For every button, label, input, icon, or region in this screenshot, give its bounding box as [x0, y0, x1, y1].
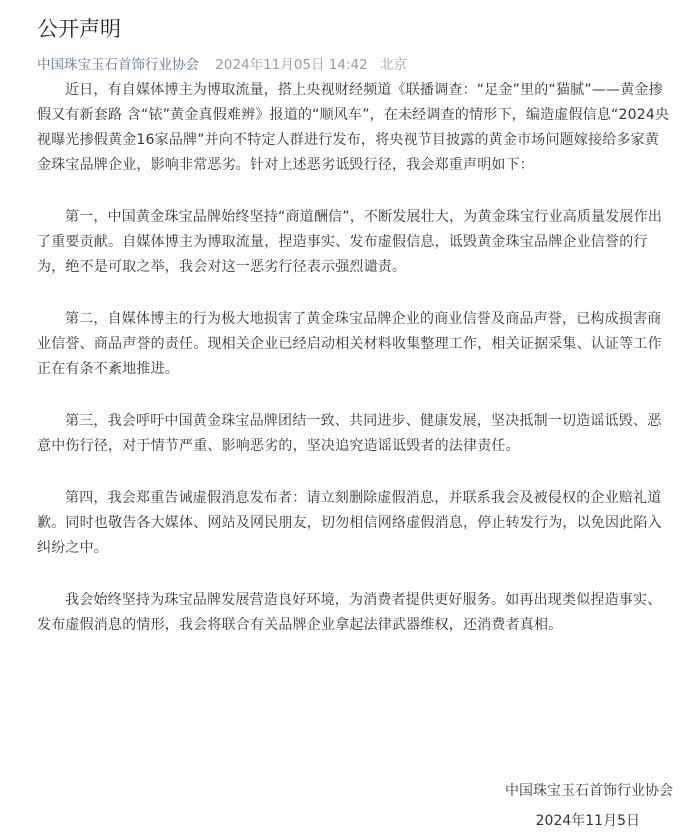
paragraph-third: 第三，我会呼吁中国黄金珠宝品牌团结一致、共同进步、健康发展，坚决抵制一切造谣诋毁、恶意中伤行径，对于情节严重、影响恶劣的，坚决追究造谣诋毁者的法律责任。: [37, 413, 662, 454]
article-body: [37, 78, 673, 665]
author-link[interactable]: 中国珠宝玉石首饰行业协会: [37, 57, 199, 73]
article-title: 公开声明: [37, 17, 121, 41]
article-meta: [37, 56, 407, 74]
signature-date: 2024年11月5日: [535, 813, 640, 829]
paragraph-closing: 我会始终坚持为珠宝品牌发展营造良好环境，为消费者提供更好服务。如再出现类似捏造事实、发布虚假消息的情形，我会将联合有关品牌企业拿起法律武器维权，还消费者真相。: [37, 592, 662, 633]
publish-location: 北京: [380, 57, 408, 73]
paragraph-fourth: 第四，我会郑重告诫虚假消息发布者：请立刻删除虚假消息，并联系我会及被侵权的企业赔礼道歉。同时也敬告各大媒体、网站及网民朋友，切勿相信网络虚假消息，停止转发行为，以免因此陷入纠纷之中。: [37, 490, 662, 556]
paragraph-second: 第二，自媒体博主的行为极大地损害了黄金珠宝品牌企业的商业信誉及商品声誉，已构成损害商业信誉、商品声誉的责任。现相关企业已经启动相关材料收集整理工作，相关证据采集、认证等工作正在有条不紊地推进。: [37, 311, 662, 377]
publish-time: 2024年11月05日 14:42: [215, 57, 368, 73]
signature-organization: 中国珠宝玉石首饰行业协会: [505, 783, 673, 799]
paragraph-intro: 近日，有自媒体博主为博取流量，搭上央视财经频道《联播调查：“足金”里的“猫腻”——黄金掺假又有新套路 含“铱”黄金真假难辨》报道的“顺风车”，在未经调查的情形下，编造虚假信息“2024央视曝光掺假黄金16家品牌”并向不特定人群进行发布，将央视节目披露的黄金市场问题嫁接给多家黄金珠宝品牌企业，影响非常恶劣。针对上述恶劣诋毁行径，我会郑重声明如下：: [37, 82, 670, 173]
paragraph-first: 第一，中国黄金珠宝品牌始终坚持“商道酬信”，不断发展壮大，为黄金珠宝行业高质量发展作出了重要贡献。自媒体博主为博取流量，捏造事实、发布虚假信息，诋毁黄金珠宝品牌企业信誉的行为，绝不是可取之举，我会对这一恶劣行径表示强烈谴责。: [37, 209, 663, 275]
